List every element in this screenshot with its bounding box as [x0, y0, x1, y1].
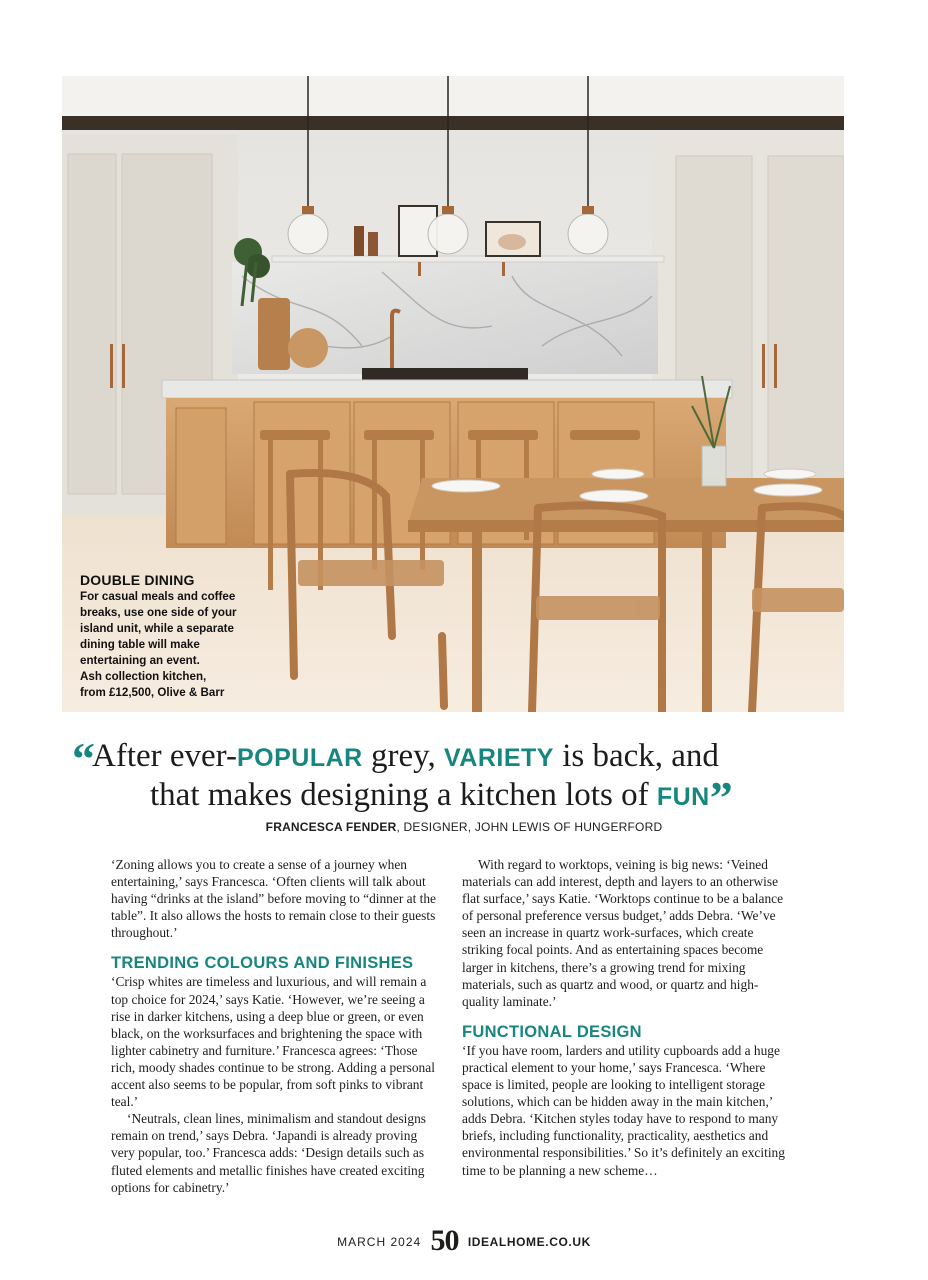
caption-line: from £12,500, Olive & Barr [80, 686, 225, 699]
page-footer [0, 1224, 928, 1258]
open-quote-mark: “ [72, 733, 92, 784]
paragraph: With regard to worktops, veining is big news: ‘Veined materials can add interest, depth and layers to an otherwise flat surface,’ says Katie. ‘Worktops continue to be a balance of personal preference versus budget,’ adds Debra. ‘We’ve seen an increase in quartz work-surfaces, which create striking focal points. And as entertaining spaces become larger in kitchens, there’s a growing trend for mixing materials, such as quartz and wood, or quartz and high-quality laminate.’ [462, 857, 784, 1009]
paragraph: ‘Neutrals, clean lines, minimalism and standout designs remain on trend,’ says Debra. ‘Japandi is already proving very popular, too.’ Francesca adds: ‘Design details such as fluted elements and metallic finishes have created exciting options for cabinetry.’ [111, 1111, 427, 1195]
page-number: 50 [430, 1224, 459, 1257]
pull-quote-line-2 [66, 772, 866, 823]
section-heading-colours: TRENDING COLOURS AND FINISHES [111, 954, 414, 973]
caption-line: entertaining an event. [80, 654, 200, 667]
quote-highlight-popular: POPULAR [237, 744, 363, 772]
issue-date: MARCH 2024 [337, 1235, 422, 1249]
quote-highlight-variety: VARIETY [443, 744, 554, 772]
caption-line: dining table will make [80, 638, 200, 651]
caption-line: Ash collection kitchen, [80, 670, 207, 683]
article-column-1 [111, 856, 441, 1196]
close-quote-mark: ” [709, 772, 730, 823]
section-heading-functional: FUNCTIONAL DESIGN [462, 1022, 642, 1041]
quote-attribution [0, 820, 928, 834]
quote-text: grey, [362, 738, 444, 774]
caption-title: DOUBLE DINING [80, 572, 195, 588]
caption-line: breaks, use one side of your [80, 606, 237, 619]
paragraph: ‘Crisp whites are timeless and luxurious, and will remain a top choice for 2024,’ says Katie. ‘However, we’re seeing a rise in darker kitchens, using a deep blue or green, or even black, on the worksurfaces and brightening the space with lighter cabinetry and furniture.’ Francesca agrees: ‘Those rich, moody shades continue to be strong. Adding a personal accent also seems to be popular, from soft pinks to vibrant teal.’ [111, 974, 435, 1110]
paragraph: ‘Zoning allows you to create a sense of a journey when entertaining,’ says Francesca. ‘Often clients will talk about having “drinks at the island” before moving to “dinner at the table”. It also allows the hosts to remain close to their guests throughout.’ [111, 857, 436, 941]
kitchen-photo [62, 76, 844, 712]
photo-caption [80, 572, 270, 701]
quote-text: that makes designing a kitchen lots of [150, 777, 657, 813]
caption-line: For casual meals and coffee [80, 590, 236, 603]
caption-text [80, 589, 270, 701]
quote-text: After ever- [92, 738, 237, 774]
website-link[interactable]: IDEALHOME.CO.UK [467, 1235, 591, 1249]
quote-highlight-fun: FUN [656, 783, 710, 811]
attribution-role: , DESIGNER, JOHN LEWIS OF HUNGERFORD [396, 820, 663, 834]
pull-quote [66, 733, 866, 823]
caption-line: island unit, while a separate [80, 622, 234, 635]
quote-text: is back, and [553, 738, 719, 774]
pull-quote-line-1 [66, 733, 866, 784]
attribution-name: FRANCESCA FENDER [265, 820, 397, 834]
paragraph: ‘If you have room, larders and utility cupboards add a huge practical element to your home,’ says Francesca. ‘Where space is limited, people are looking to intelligent storage solutions, which can be hidden away in the main kitchen,’ adds Debra. ‘Kitchen styles today have to respond to many briefs, including functionality, practicality, aesthetics and environmental responsibilities.’ So it’s definitely an exciting time to be planning a new scheme… [462, 1042, 785, 1178]
article-column-2 [462, 856, 792, 1179]
